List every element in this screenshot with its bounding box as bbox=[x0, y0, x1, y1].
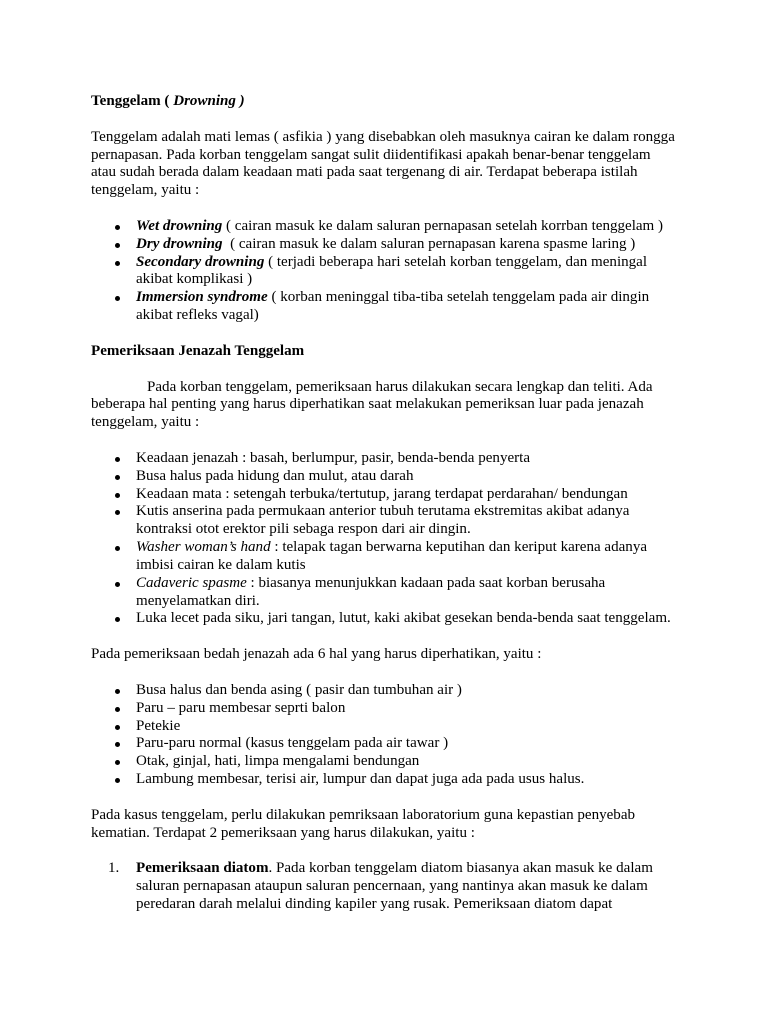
bullet-icon bbox=[115, 457, 120, 462]
list-item bbox=[91, 539, 711, 575]
text-line: Lambung membesar, terisi air, lumpur dan dapat juga ada pada usus halus. bbox=[136, 771, 585, 788]
exam-intro-paragraph bbox=[91, 379, 711, 433]
text-line: Kutis anserina pada permukaan anterior tubuh terutama ekstremitas akibat adanya bbox=[136, 503, 630, 520]
list-number: 1. bbox=[108, 860, 120, 877]
bullet-icon bbox=[115, 707, 120, 712]
list-term: Cadaveric spasme bbox=[136, 574, 247, 591]
list-item bbox=[91, 682, 711, 700]
list-item bbox=[91, 610, 711, 628]
text-line: kematian. Terdapat 2 pemeriksaan yang harus dilakukan, yaitu : bbox=[91, 824, 475, 841]
text-line: peredaran darah melalui dinding kapiler yang rusak. Pemeriksaan diatom dapat bbox=[136, 895, 613, 912]
list-text: . Pada korban tenggelam diatom biasanya akan masuk ke dalam bbox=[268, 860, 653, 877]
list-term: Immersion syndrome bbox=[136, 289, 268, 306]
list-term: Washer woman’s hand bbox=[136, 539, 271, 556]
text-line: Tenggelam adalah mati lemas ( asfikia ) yang disebabkan oleh masuknya cairan ke dalam rongga bbox=[91, 128, 675, 145]
text-line: Pada kasus tenggelam, perlu dilakukan pemriksaan laboratorium guna kepastian penyebab bbox=[91, 806, 636, 823]
text-line: akibat refleks vagal) bbox=[136, 307, 259, 324]
document-page bbox=[91, 93, 711, 932]
title-text: Tenggelam ( bbox=[91, 93, 174, 109]
text-line: Keadaan mata : setengah terbuka/tertutup, jarang terdapat perdarahan/ bendungan bbox=[136, 485, 628, 502]
bullet-icon bbox=[115, 725, 120, 730]
text-line bbox=[136, 236, 711, 254]
list-text: ( cairan masuk ke dalam saluran pernapasan setelah korrban tenggelam ) bbox=[222, 217, 664, 234]
intro-paragraph bbox=[91, 129, 711, 200]
text-line: akibat komplikasi ) bbox=[136, 271, 253, 288]
text-line bbox=[136, 218, 711, 236]
list-term: Wet drowning bbox=[136, 217, 223, 234]
list-term: Secondary drowning bbox=[136, 253, 265, 270]
text-line bbox=[136, 539, 711, 557]
document-title bbox=[91, 93, 711, 111]
bullet-icon bbox=[115, 617, 120, 622]
bullet-icon bbox=[115, 742, 120, 747]
list-item bbox=[91, 735, 711, 753]
list-item bbox=[91, 503, 711, 539]
text-line: Pada korban tenggelam, pemeriksaan harus dilakukan secara lengkap dan teliti. Ada bbox=[147, 378, 653, 395]
list-item bbox=[91, 575, 711, 611]
laboratory-tests-list bbox=[91, 860, 711, 914]
external-findings-list bbox=[91, 450, 711, 628]
text-line: Paru-paru normal (kasus tenggelam pada air tawar ) bbox=[136, 735, 449, 752]
list-term: Pemeriksaan diatom bbox=[136, 860, 269, 877]
bullet-icon bbox=[115, 225, 120, 230]
list-item bbox=[91, 254, 711, 290]
bullet-icon bbox=[115, 760, 120, 765]
bullet-icon bbox=[115, 546, 120, 551]
title-term: Drowning ) bbox=[173, 93, 245, 109]
list-item bbox=[91, 468, 711, 486]
list-item bbox=[91, 486, 711, 504]
bullet-icon bbox=[115, 778, 120, 783]
list-term: Dry drowning bbox=[136, 235, 223, 252]
list-text: : biasanya menunjukkan kadaan pada saat korban berusaha bbox=[246, 574, 606, 591]
text-line: tenggelam, yaitu : bbox=[91, 182, 200, 199]
bullet-icon bbox=[115, 689, 120, 694]
bullet-icon bbox=[115, 493, 120, 498]
bullet-icon bbox=[115, 261, 120, 266]
text-line bbox=[136, 575, 711, 593]
numbered-list-item bbox=[91, 860, 711, 914]
laboratory-intro-paragraph bbox=[91, 807, 711, 843]
text-line: Keadaan jenazah : basah, berlumpur, pasir, benda-benda penyerta bbox=[136, 449, 531, 466]
text-line: Luka lecet pada siku, jari tangan, lutut, kaki akibat gesekan benda-benda saat tenggelam. bbox=[136, 610, 671, 627]
list-item bbox=[91, 753, 711, 771]
list-text: ( korban meninggal tiba-tiba setelah tenggelam pada air dingin bbox=[267, 289, 650, 306]
autopsy-intro-paragraph bbox=[91, 646, 711, 664]
list-text: ( cairan masuk ke dalam saluran pernapasan karena spasme laring ) bbox=[222, 235, 636, 252]
drowning-types-list bbox=[91, 218, 711, 325]
text-line bbox=[136, 254, 711, 272]
bullet-icon bbox=[115, 582, 120, 587]
text-line: atau sudah berada dalam keadaan mati pada saat tergenang di air. Terdapat beberapa istilah bbox=[91, 164, 638, 181]
list-item bbox=[91, 700, 711, 718]
section-heading: Pemeriksaan Jenazah Tenggelam bbox=[91, 342, 305, 359]
text-line: menyelamatkan diri. bbox=[136, 592, 260, 609]
text-line bbox=[136, 860, 711, 878]
autopsy-findings-list bbox=[91, 682, 711, 789]
bullet-icon bbox=[115, 243, 120, 248]
bullet-icon bbox=[115, 296, 120, 301]
list-item bbox=[91, 236, 711, 254]
text-line: Paru – paru membesar seprti balon bbox=[136, 699, 346, 716]
text-line: Busa halus dan benda asing ( pasir dan tumbuhan air ) bbox=[136, 681, 462, 698]
text-line: beberapa hal penting yang harus diperhatikan saat melakukan pemeriksan luar pada jenazah bbox=[91, 396, 644, 413]
list-item bbox=[91, 450, 711, 468]
bullet-icon bbox=[115, 510, 120, 515]
text-line: Otak, ginjal, hati, limpa mengalami bendungan bbox=[136, 753, 420, 770]
list-item bbox=[91, 289, 711, 325]
text-line: Busa halus pada hidung dan mulut, atau darah bbox=[136, 467, 414, 484]
list-item bbox=[91, 771, 711, 789]
list-item bbox=[91, 718, 711, 736]
text-line: Pada pemeriksaan bedah jenazah ada 6 hal yang harus diperhatikan, yaitu : bbox=[91, 646, 542, 663]
list-text: ( terjadi beberapa hari setelah korban tenggelam, dan meningal bbox=[264, 253, 648, 270]
list-text: : telapak tagan berwarna keputihan dan keriput karena adanya bbox=[270, 539, 648, 556]
text-line: kontraksi otot erektor pili sebaga respon dari air dingin. bbox=[136, 521, 471, 538]
text-line: tenggelam, yaitu : bbox=[91, 414, 200, 431]
text-line: saluran pernapasan ataupun saluran pencernaan, yang nantinya akan masuk ke dalam bbox=[136, 878, 648, 895]
list-item bbox=[91, 218, 711, 236]
text-line: pernapasan. Pada korban tenggelam sangat sulit diidentifikasi apakah benar-benar tenggelam bbox=[91, 146, 651, 163]
text-line bbox=[136, 289, 711, 307]
bullet-icon bbox=[115, 475, 120, 480]
text-line: Petekie bbox=[136, 717, 181, 734]
text-line: imbisi cairan ke dalam kutis bbox=[136, 556, 306, 573]
